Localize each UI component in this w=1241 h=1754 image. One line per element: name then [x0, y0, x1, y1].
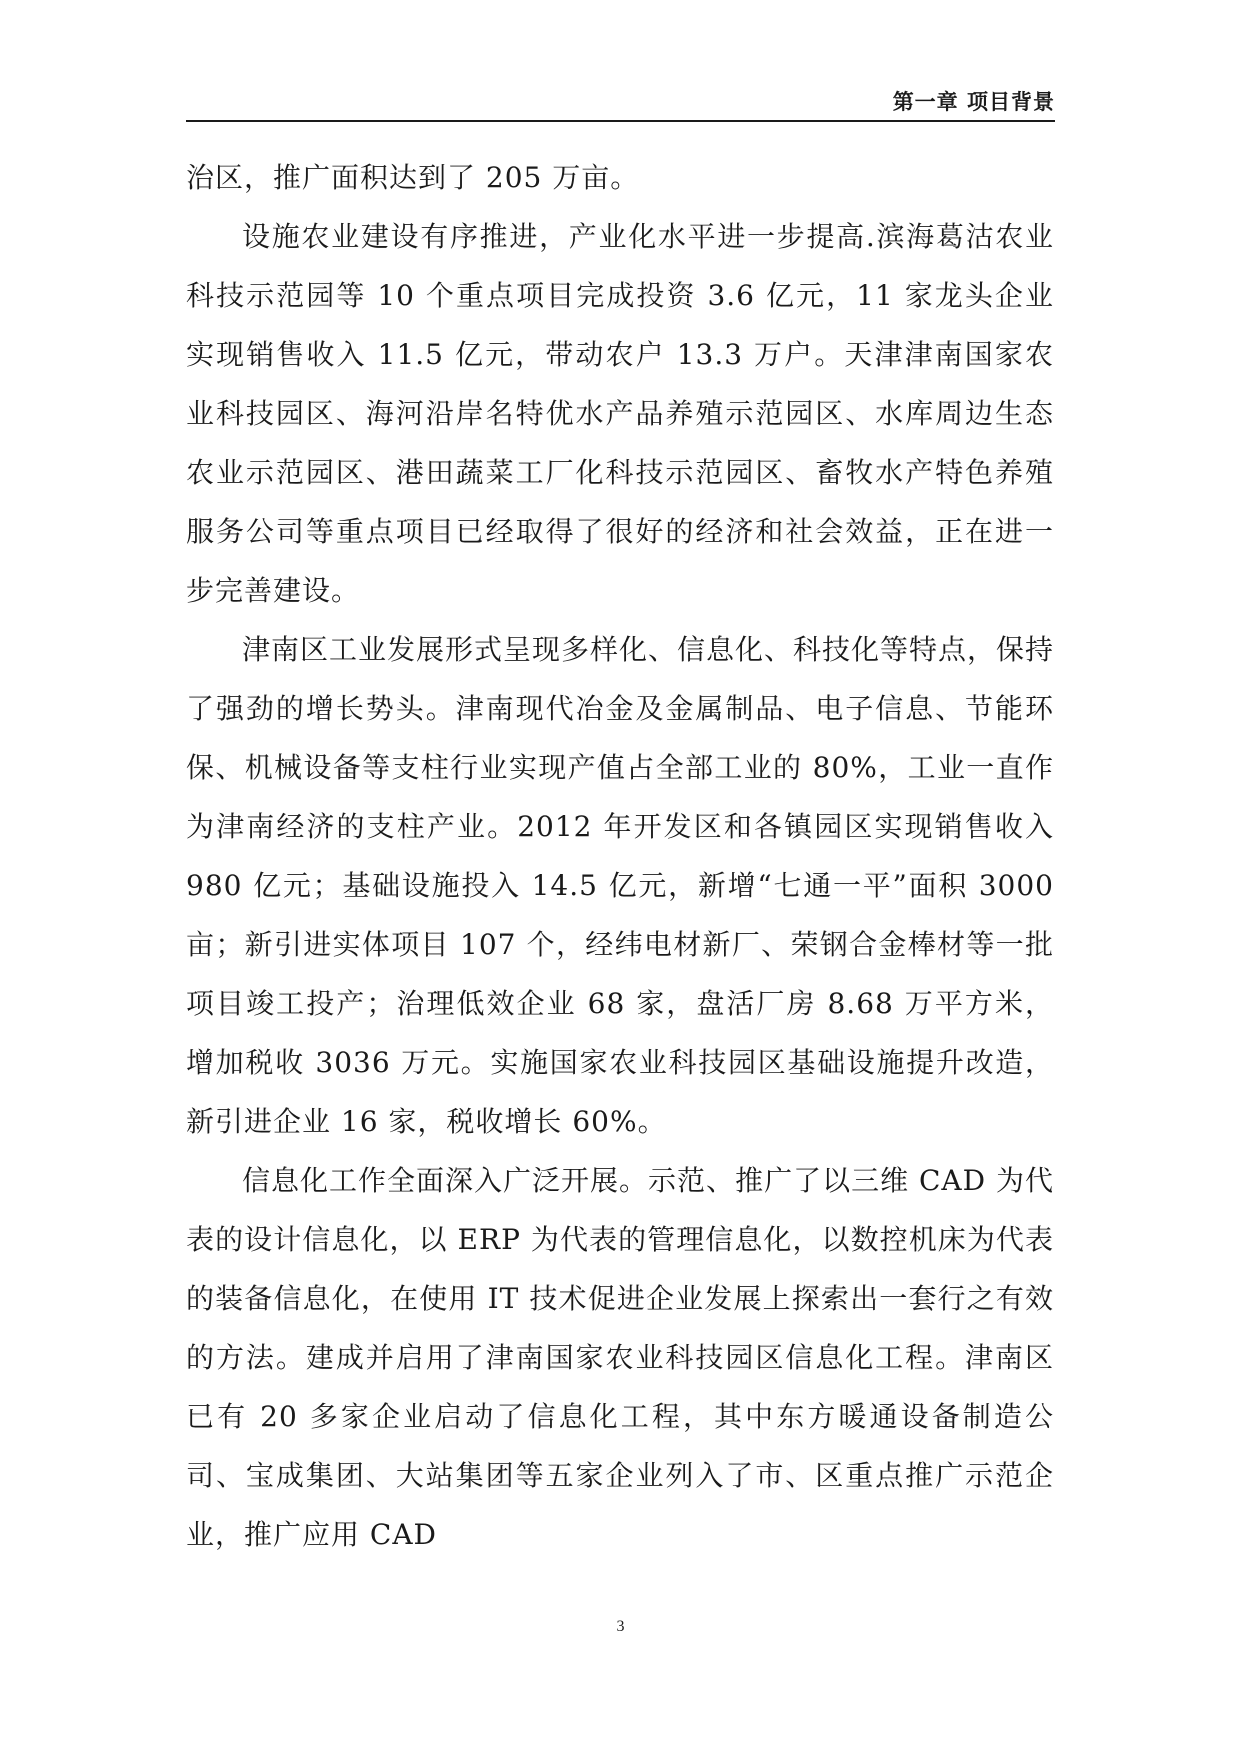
- paragraph: 治区，推广面积达到了 205 万亩。: [186, 161, 640, 194]
- page-number: 3: [616, 1618, 625, 1635]
- chapter-title: 第一章 项目背景: [892, 90, 1055, 114]
- page-header: [186, 84, 1055, 122]
- paragraph: 信息化工作全面深入广泛开展。示范、推广了以三维 CAD 为代表的设计信息化，以 ERP 为代表的管理信息化，以数控机床为代表的装备信息化，在使用 IT 技术促进企业发展上探索出一套行之有效的方法。建成并启用了津南国家农业科技园区信息化工程。津南区已有 20 多家企业启动了信息化工程，其中东方暖通设备制造公司、宝成集团、大站集团等五家企业列入了市、区重点推广示范企业，推广应用 CAD: [186, 1164, 1054, 1551]
- document-body: [186, 148, 1054, 1564]
- paragraph: 津南区工业发展形式呈现多样化、信息化、科技化等特点，保持了强劲的增长势头。津南现代冶金及金属制品、电子信息、节能环保、机械设备等支柱行业实现产值占全部工业的 80%，工业一直作为津南经济的支柱产业。2012 年开发区和各镇园区实现销售收入 980 亿元；基础设施投入 14.5 亿元，新增“七通一平”面积 3000 亩；新引进实体项目 107 个，经纬电材新厂、荣钢合金棒材等一批项目竣工投产；治理低效企业 68 家，盘活厂房 8.68 万平方米，增加税收 3036 万元。实施国家农业科技园区基础设施提升改造，新引进企业 16 家，税收增长 60%。: [186, 633, 1055, 1138]
- paragraph: 设施农业建设有序推进，产业化水平进一步提高.滨海葛沽农业科技示范园等 10 个重点项目完成投资 3.6 亿元，11 家龙头企业实现销售收入 11.5 亿元，带动农户 13.3 万户。天津津南国家农业科技园区、海河沿岸名特优水产品养殖示范园区、水库周边生态农业示范园区、港田蔬菜工厂化科技示范园区、畜牧水产特色养殖服务公司等重点项目已经取得了很好的经济和社会效益，正在进一步完善建设。: [186, 220, 1054, 607]
